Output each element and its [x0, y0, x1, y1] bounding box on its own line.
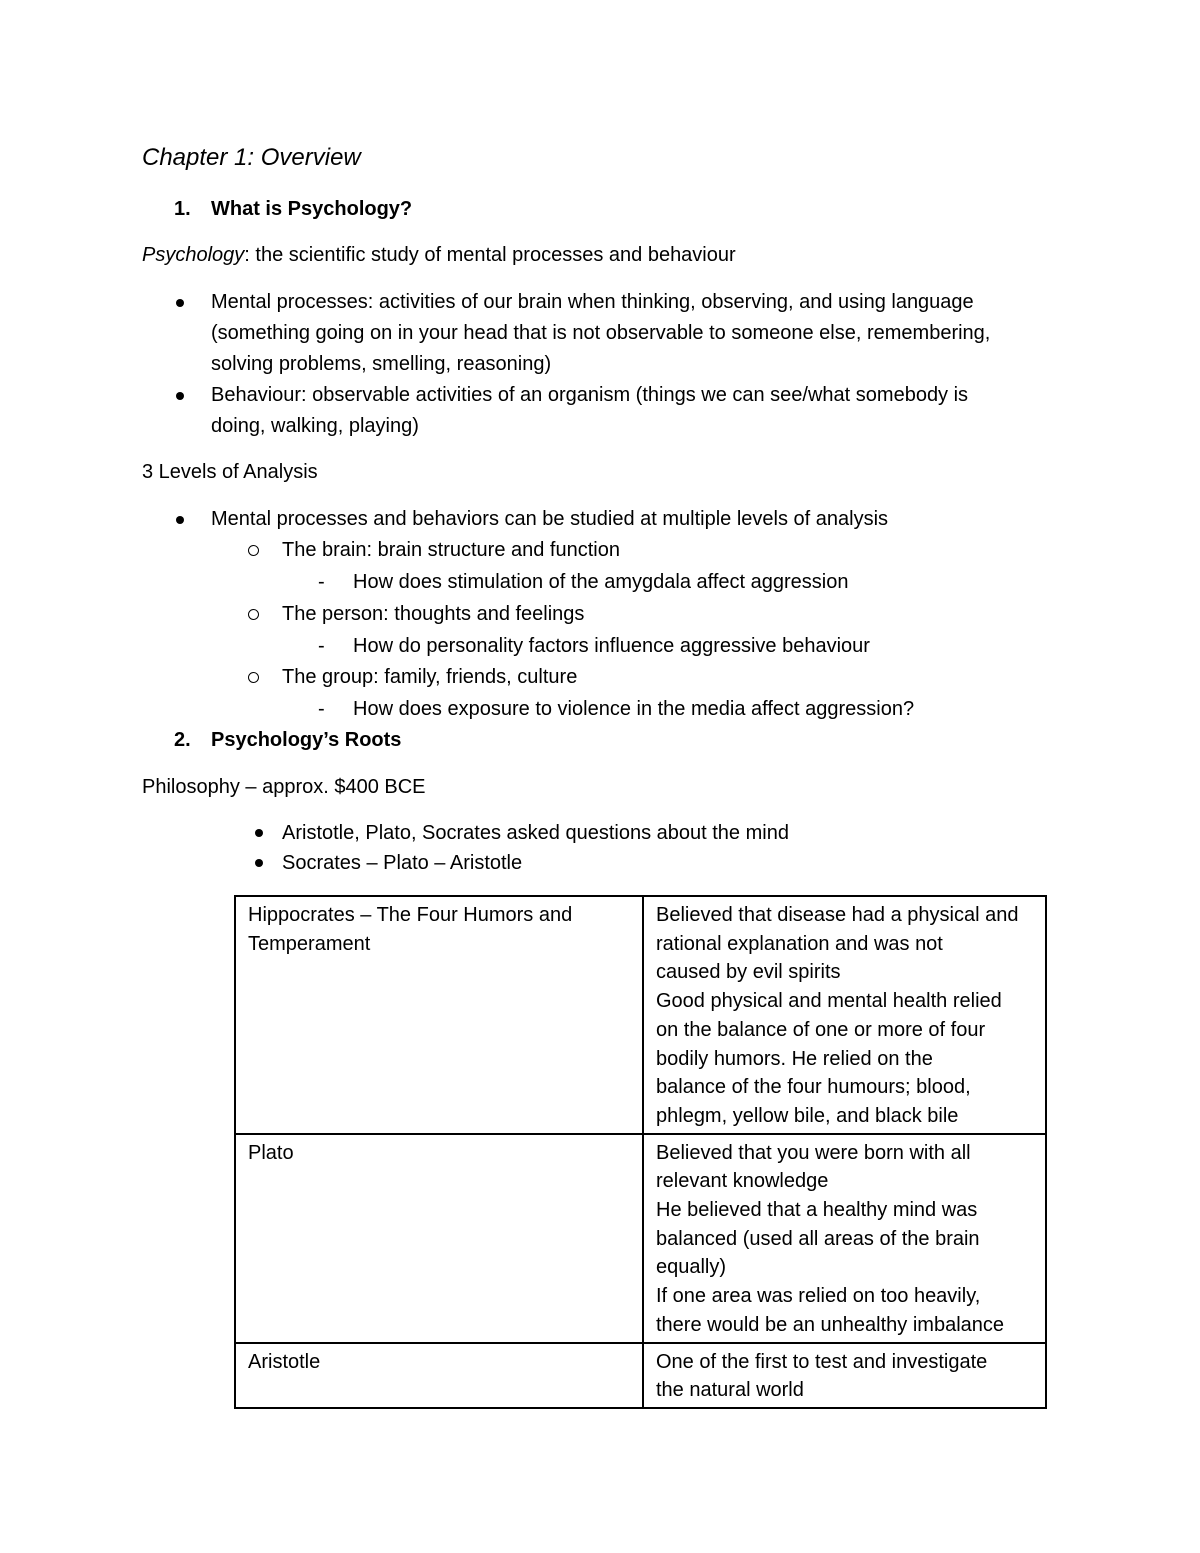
bullet-icon — [255, 859, 263, 867]
levels-heading: 3 Levels of Analysis — [142, 461, 318, 483]
sub-bullet-circle-icon — [248, 545, 259, 556]
bullet-behaviour-line-2: doing, walking, playing) — [211, 415, 419, 437]
table-cell-description: Believed that disease had a physical and rational explanation and was not caused by evil spirits Good physical and mental health relied on the balance of one or more of four bodily humors. He relied on the balance of the four humours; blood, phlegm, yellow bile, and black bile — [643, 896, 1046, 1134]
sub-bullet-circle-icon — [248, 609, 259, 620]
sub-bullet-circle-icon — [248, 672, 259, 683]
level-brain-example: How does stimulation of the amygdala affect aggression — [353, 571, 849, 593]
level-brain: The brain: brain structure and function — [282, 539, 620, 561]
level-group-example: How does exposure to violence in the media affect aggression? — [353, 698, 915, 720]
section-1-heading: What is Psychology? — [211, 198, 413, 220]
bullet-mental-processes-line-3: solving problems, smelling, reasoning) — [211, 353, 552, 375]
table-cell-name: Aristotle — [235, 1343, 643, 1408]
section-2-number: 2. — [174, 729, 191, 751]
level-person-example: How do personality factors influence aggressive behaviour — [353, 635, 870, 657]
bullet-icon — [176, 516, 184, 524]
section-2-heading: Psychology’s Roots — [211, 729, 402, 751]
table-row — [235, 1343, 1046, 1408]
bullet-behaviour-line-1: Behaviour: observable activities of an organism (things we can see/what somebody is — [211, 384, 969, 406]
dash-marker: - — [318, 571, 325, 593]
bullet-icon — [176, 299, 184, 307]
level-person: The person: thoughts and feelings — [282, 603, 585, 625]
philosophers-lineage: Socrates – Plato – Aristotle — [282, 852, 523, 874]
levels-intro: Mental processes and behaviors can be studied at multiple levels of analysis — [211, 508, 889, 530]
bullet-icon — [176, 392, 184, 400]
table-row — [235, 896, 1046, 1134]
table-cell-description: One of the first to test and investigate the natural world — [643, 1343, 1046, 1408]
table-cell-description: Believed that you were born with all relevant knowledge He believed that a healthy mind was balanced (used all areas of the brain equally) If one area was relied on too heavily, there would be an unhealthy imbalance — [643, 1134, 1046, 1343]
section-1-number: 1. — [174, 198, 191, 220]
philosophers-questions: Aristotle, Plato, Socrates asked questions about the mind — [282, 822, 789, 844]
bullet-icon — [255, 829, 263, 837]
table-row — [235, 1134, 1046, 1343]
psychology-definition — [142, 243, 736, 267]
dash-marker: - — [318, 635, 325, 657]
definition-term: Psychology — [142, 244, 245, 266]
philosophy-line: Philosophy – approx. $400 BCE — [142, 776, 426, 798]
dash-marker: - — [318, 698, 325, 720]
bullet-mental-processes-line-2: (something going on in your head that is not observable to someone else, remembering, — [211, 322, 991, 344]
chapter-title: Chapter 1: Overview — [142, 144, 361, 171]
bullet-mental-processes-line-1: Mental processes: activities of our brain when thinking, observing, and using language — [211, 291, 974, 313]
table-cell-name: Hippocrates – The Four Humors and Temperament — [235, 896, 643, 1134]
table-cell-name: Plato — [235, 1134, 643, 1343]
definition-text: : the scientific study of mental processes and behaviour — [244, 244, 736, 266]
level-group: The group: family, friends, culture — [282, 666, 578, 688]
roots-table — [234, 895, 1047, 1409]
